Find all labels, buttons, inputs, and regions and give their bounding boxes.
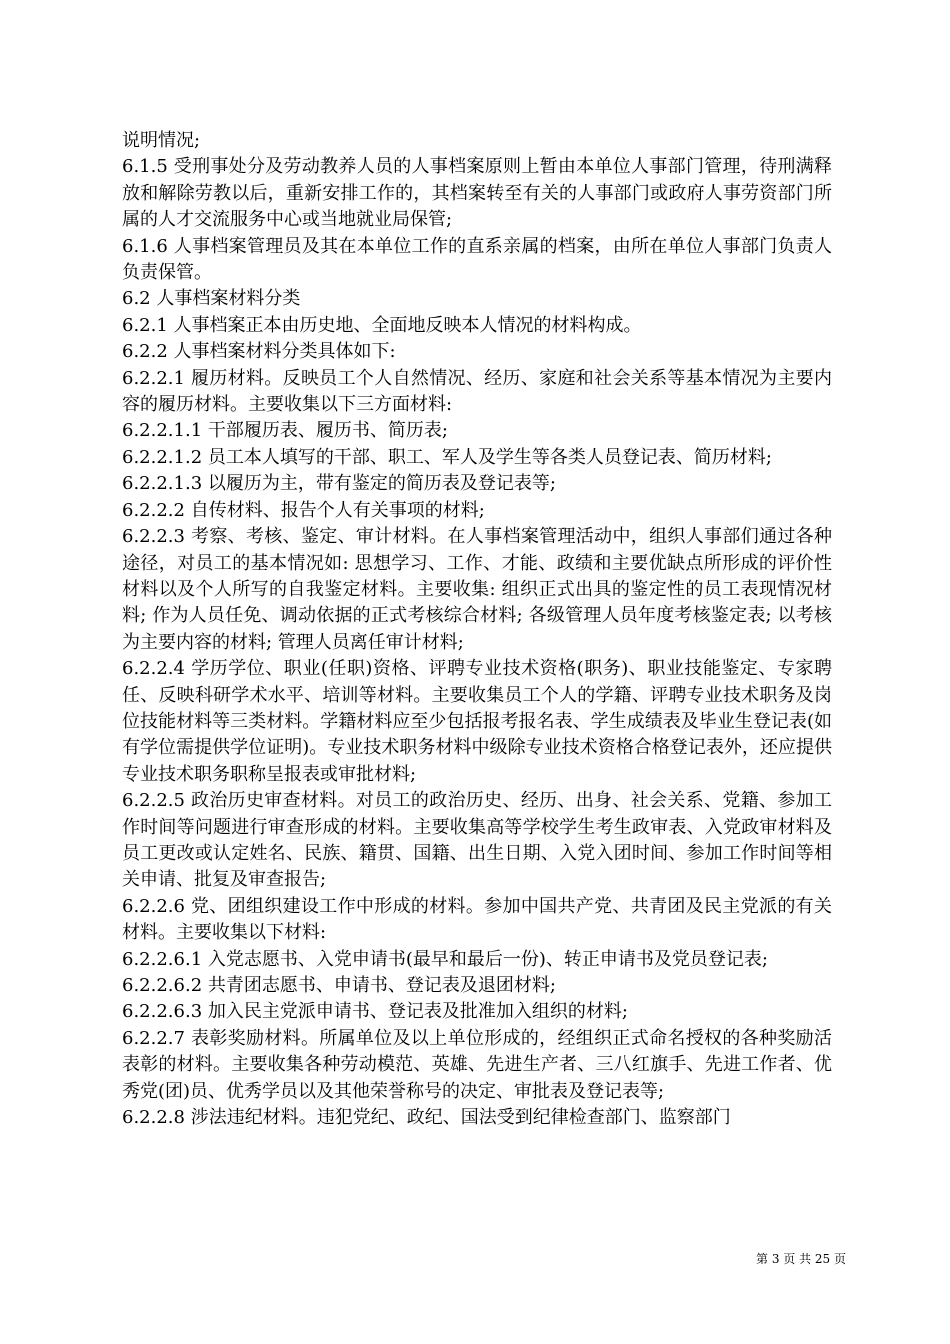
paragraph: 6.1.6 人事档案管理员及其在本单位工作的直系亲属的档案，由所在单位人事部门负责人负责保管。 [122, 235, 832, 284]
paragraph: 6.2.2.6.2 共青团志愿书、申请书、登记表及退团材料; [122, 975, 556, 996]
paragraph: 6.2.2.1 履历材料。反映员工个人自然情况、经历、家庭和社会关系等基本情况为主要内容的履历材料。主要收集以下三方面材料: [122, 367, 832, 416]
paragraph: 6.2.2.4 学历学位、职业(任职)资格、评聘专业技术资格(职务)、职业技能鉴定、专家聘任、反映科研学术水平、培训等材料。主要收集员工个人的学籍、评聘专业技术职务及岗位技能材料等三类材料。学籍材料应至少包括报考报名表、学生成绩表及毕业生登记表(如有学位需提供学位证明)。专业技术职务材料中级除专业技术资格合格登记表外，还应提供专业技术职务职称呈报表或审批材料; [122, 658, 832, 785]
paragraph: 6.2.2.6 党、团组织建设工作中形成的材料。参加中国共产党、共青团及民主党派的有关材料。主要收集以下材料: [122, 895, 832, 944]
paragraph: 6.2.2.8 涉法违纪材料。违犯党纪、政纪、国法受到纪律检查部门、监察部门 [122, 1107, 731, 1129]
paragraph: 6.2.2.7 表彰奖励材料。所属单位及以上单位形成的，经组织正式命名授权的各种奖励活表彰的材料。主要收集各种劳动模范、英雄、先进生产者、三八红旗手、先进工作者、优秀党(团)员、优秀学员以及其他荣誉称号的决定、审批表及登记表等; [122, 1027, 832, 1102]
section-heading: 6.2 人事档案材料分类 [122, 288, 301, 310]
paragraph: 6.2.2.6.3 加入民主党派申请书、登记表及批准加入组织的材料; [122, 1001, 628, 1023]
document-body [122, 128, 832, 1131]
paragraph: 6.2.2.5 政治历史审查材料。对员工的政治历史、经历、出身、社会关系、党籍、参加工作时间等问题进行审查形成的材料。主要收集高等学校学生考生政审表、入党政审材料及员工更改或认定姓名、民族、籍贯、国籍、出生日期、入党入团时间、参加工作时间等相关申请、批复及审查报告; [122, 790, 832, 891]
paragraph: 6.2.2.1.1 干部履历表、履历书、简历表; [122, 420, 448, 442]
paragraph: 6.2.2 人事档案材料分类具体如下: [122, 341, 396, 363]
page-number-footer: 第 3 页 共 25 页 [756, 1252, 846, 1266]
paragraph: 6.2.2.6.1 入党志愿书、入党申请书(最早和最后一份)、转正申请书及党员登记表; [122, 948, 768, 970]
paragraph: 6.2.1 人事档案正本由历史地、全面地反映本人情况的材料构成。 [122, 314, 642, 336]
paragraph: 6.2.2.1.3 以履历为主，带有鉴定的简历表及登记表等; [122, 473, 556, 495]
paragraph: 6.1.5 受刑事处分及劳动教养人员的人事档案原则上暂由本单位人事部门管理，待刑满释放和解除劳教以后，重新安排工作的，其档案转至有关的人事部门或政府人事劳资部门所属的人才交流服务中心或当地就业局保管; [122, 156, 832, 231]
paragraph: 6.2.2.1.2 员工本人填写的干部、职工、军人及学生等各类人员登记表、简历材料; [122, 446, 772, 468]
paragraph: 说明情况; [122, 130, 201, 151]
paragraph: 6.2.2.3 考察、考核、鉴定、审计材料。在人事档案管理活动中，组织人事部们通过各种途径，对员工的基本情况如: 思想学习、工作、才能、政绩和主要优缺点所形成的评价性材料以及个人所写的自我鉴定材料。主要收集: 组织正式出具的鉴定性的员工表现情况材料; 作为人员任免、调动依据的正式考核综合材料; 各级管理人员年度考核鉴定表; 以考核为主要内容的材料; 管理人员离任审计材料; [122, 526, 832, 653]
paragraph: 6.2.2.2 自传材料、报告个人有关事项的材料; [122, 499, 485, 521]
